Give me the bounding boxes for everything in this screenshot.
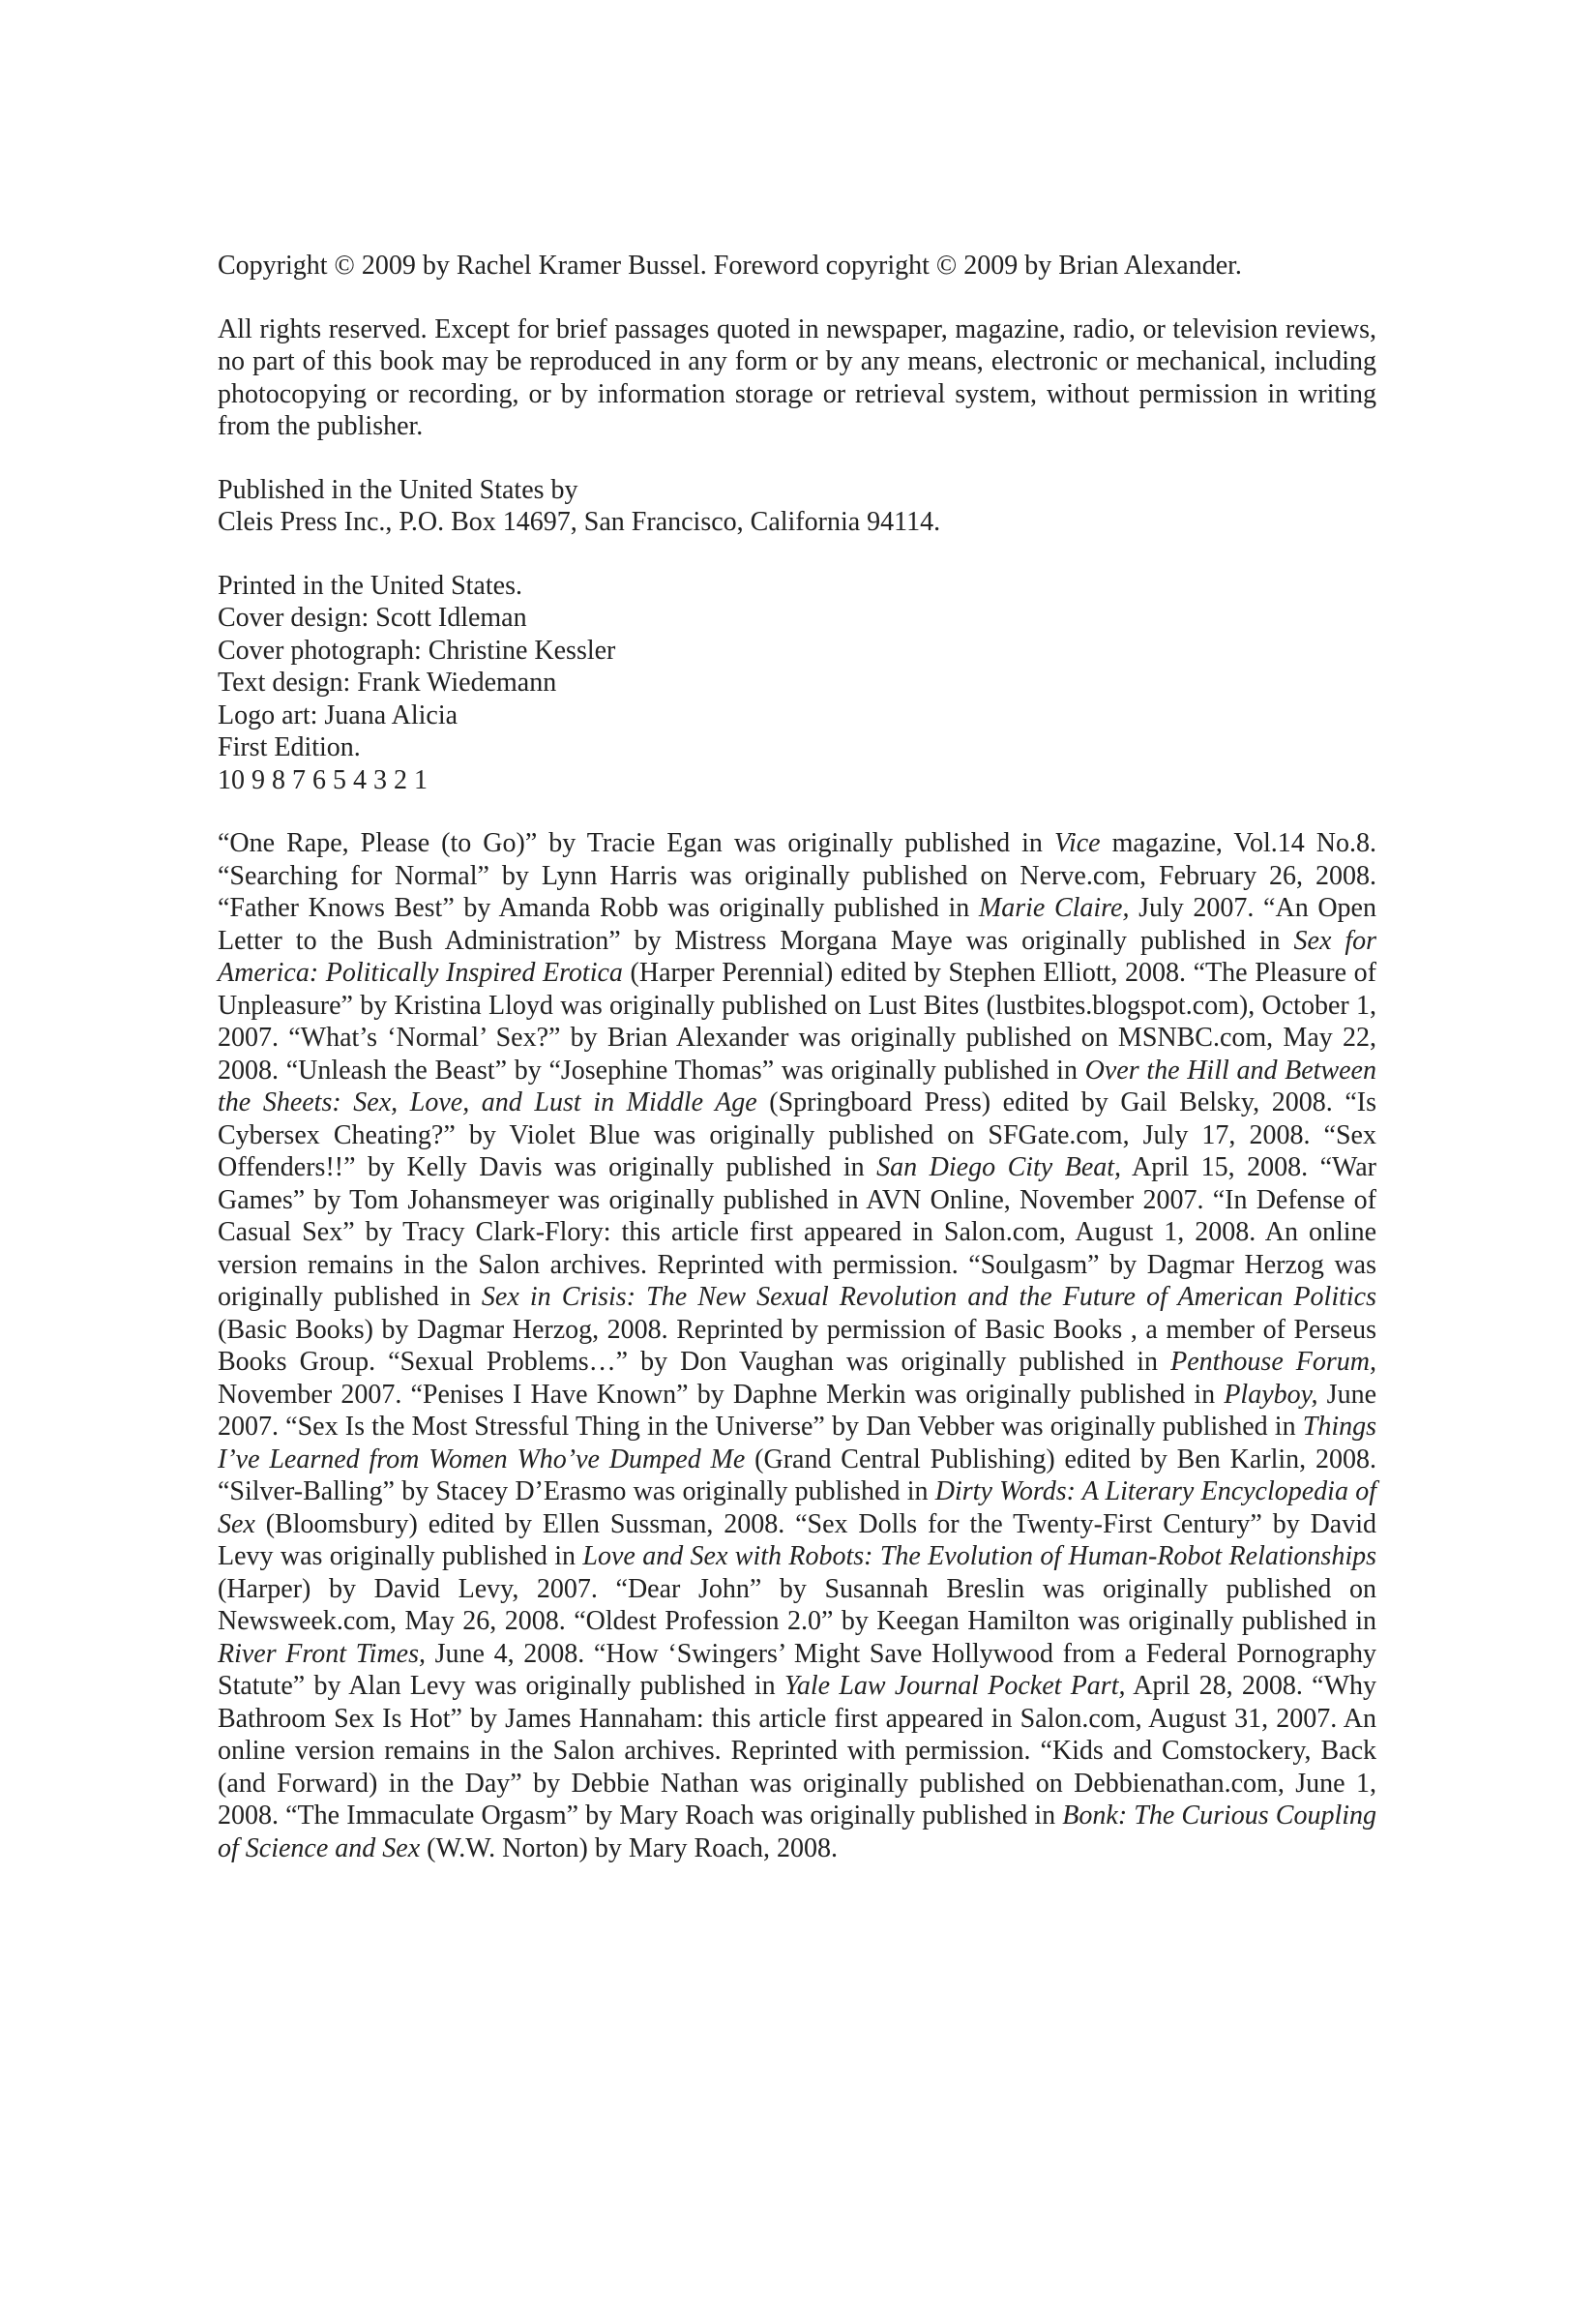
publication-title: Marie Claire,: [978, 893, 1130, 923]
copyright-page: [218, 250, 1376, 1864]
credit-text: (Springboard Press) edited by Gail Belsky, 2008. “Is Cybersex Cheating?” by Violet Blue was originally published on SFGate.com, July 17, 2008. “Sex Offenders!!” by Kelly Davis was originally published in: [218, 1087, 1376, 1182]
printing-number-line: 10 9 8 7 6 5 4 3 2 1: [218, 764, 428, 795]
logo-art-line: Logo art: Juana Alicia: [218, 700, 458, 730]
credit-text: July 2007. “An Open Letter to the Bush Administration” by Mistress Morgana Maye was originally published in: [218, 893, 1376, 956]
publication-title: Penthouse Forum,: [1170, 1347, 1376, 1377]
publication-title: River Front Times,: [218, 1638, 427, 1669]
printed-in-line: Printed in the United States.: [218, 570, 522, 601]
credit-text: June 4, 2008. “How ‘Swingers’ Might Save Hollywood from a Federal Pornography Statute” by Alan Levy was originally published in: [218, 1638, 1376, 1701]
credit-text: (Harper) by David Levy, 2007. “Dear John” by Susannah Breslin was originally published on Newsweek.com, May 26, 2008. “Oldest Profession 2.0” by Keegan Hamilton was originally published in: [218, 1573, 1376, 1636]
publisher-info: [218, 474, 1376, 539]
rights-statement: All rights reserved. Except for brief passages quoted in newspaper, magazine, radio, or television reviews, no part of this book may be reproduced in any form or by any means, electronic or mechanical, including photocopying or recording, or by information storage or retrieval system, without permission in writing from the publisher.: [218, 313, 1376, 441]
publication-title: Dirty Words: A Literary Encyclopedia of Sex: [218, 1476, 1376, 1539]
credit-text: (Basic Books) by Dagmar Herzog, 2008. Reprinted by permission of Basic Books , a member of Perseus Books Group. “Sexual Problems…” by Don Vaughan was originally published in: [218, 1314, 1376, 1377]
credit-text: (Grand Central Publishing) edited by Ben Karlin, 2008. “Silver-Balling” by Stacey D’Erasmo was originally published in: [218, 1444, 1376, 1506]
cover-design-line: Cover design: Scott Idleman: [218, 603, 527, 633]
credit-text: “One Rape, Please (to Go)” by Tracie Egan was originally published in: [218, 828, 1054, 858]
credit-text: June 2007. “Sex Is the Most Stressful Thing in the Universe” by Dan Vebber was originally published in: [218, 1379, 1376, 1442]
publisher-line: Published in the United States by: [218, 474, 578, 505]
publisher-address: Cleis Press Inc., P.O. Box 14697, San Francisco, California 94114.: [218, 507, 941, 537]
copyright-line: Copyright © 2009 by Rachel Kramer Bussel. Foreword copyright © 2009 by Brian Alexander.: [218, 251, 1242, 281]
publication-title: Yale Law Journal Pocket Part,: [783, 1671, 1126, 1701]
credit-text: (Bloomsbury) edited by Ellen Sussman, 2008. “Sex Dolls for the Twenty-First Century” by David Levy was originally published in: [218, 1508, 1376, 1571]
credit-text: November 2007. “Penises I Have Known” by Daphne Merkin was originally published in: [218, 1379, 1225, 1410]
publication-title: Sex for America: Politically Inspired Erotica: [218, 925, 1376, 988]
credit-text: (W.W. Norton) by Mary Roach, 2008.: [420, 1832, 838, 1863]
edition-line: First Edition.: [218, 732, 361, 762]
publication-title: Vice: [1053, 828, 1101, 858]
publication-title: Sex in Crisis: The New Sexual Revolution and the Future of American Politics: [481, 1282, 1376, 1312]
credit-text: April 15, 2008. “War Games” by Tom Johansmeyer was originally published in AVN Online, November 2007. “In Defense of Casual Sex” by Tracy Clark-Flory: this article first appeared in Salon.com, August 1, 2008. An online version remains in the Salon archives. Reprinted with permission. “Soulgasm” by Dagmar Herzog was originally published in: [218, 1152, 1376, 1312]
credit-text: (Harper Perennial) edited by Stephen Elliott, 2008. “The Pleasure of Unpleasure” by Kristina Lloyd was originally published on Lust Bites (lustbites.blogspot.com), October 1, 2007. “What’s ‘Normal’ Sex?” by Brian Alexander was originally published on MSNBC.com, May 22, 2008. “Unleash the Beast” by “Josephine Thomas” was originally published in: [218, 958, 1377, 1086]
publication-title: Love and Sex with Robots: The Evolution of Human-Robot Relationships: [582, 1541, 1376, 1571]
publication-title: Things I’ve Learned from Women Who’ve Dumped Me: [218, 1412, 1376, 1474]
publication-title: Over the Hill and Between the Sheets: Sex, Love, and Lust in Middle Age: [218, 1055, 1376, 1117]
printing-info: [218, 570, 1376, 797]
publication-title: Bonk: The Curious Coupling of Science and Sex: [218, 1801, 1377, 1863]
cover-photograph-line: Cover photograph: Christine Kessler: [218, 635, 616, 666]
credit-text: April 28, 2008. “Why Bathroom Sex Is Hot” by James Hannaham: this article first appeared in Salon.com, August 31, 2007. An online version remains in the Salon archives. Reprinted with permission. “Kids and Comstockery, Back (and Forward) in the Day” by Debbie Nathan was originally published on Debbienathan.com, June 1, 2008. “The Immaculate Orgasm” by Mary Roach was originally published in: [218, 1671, 1376, 1831]
publication-title: San Diego City Beat,: [876, 1152, 1122, 1182]
credit-text: magazine, Vol.14 No.8. “Searching for Normal” by Lynn Harris was originally published on Nerve.com, February 26, 2008. “Father Knows Best” by Amanda Robb was originally published in: [218, 828, 1377, 923]
text-design-line: Text design: Frank Wiedemann: [218, 668, 557, 698]
publication-title: Playboy,: [1224, 1379, 1318, 1410]
permissions-credits: [218, 827, 1376, 1864]
